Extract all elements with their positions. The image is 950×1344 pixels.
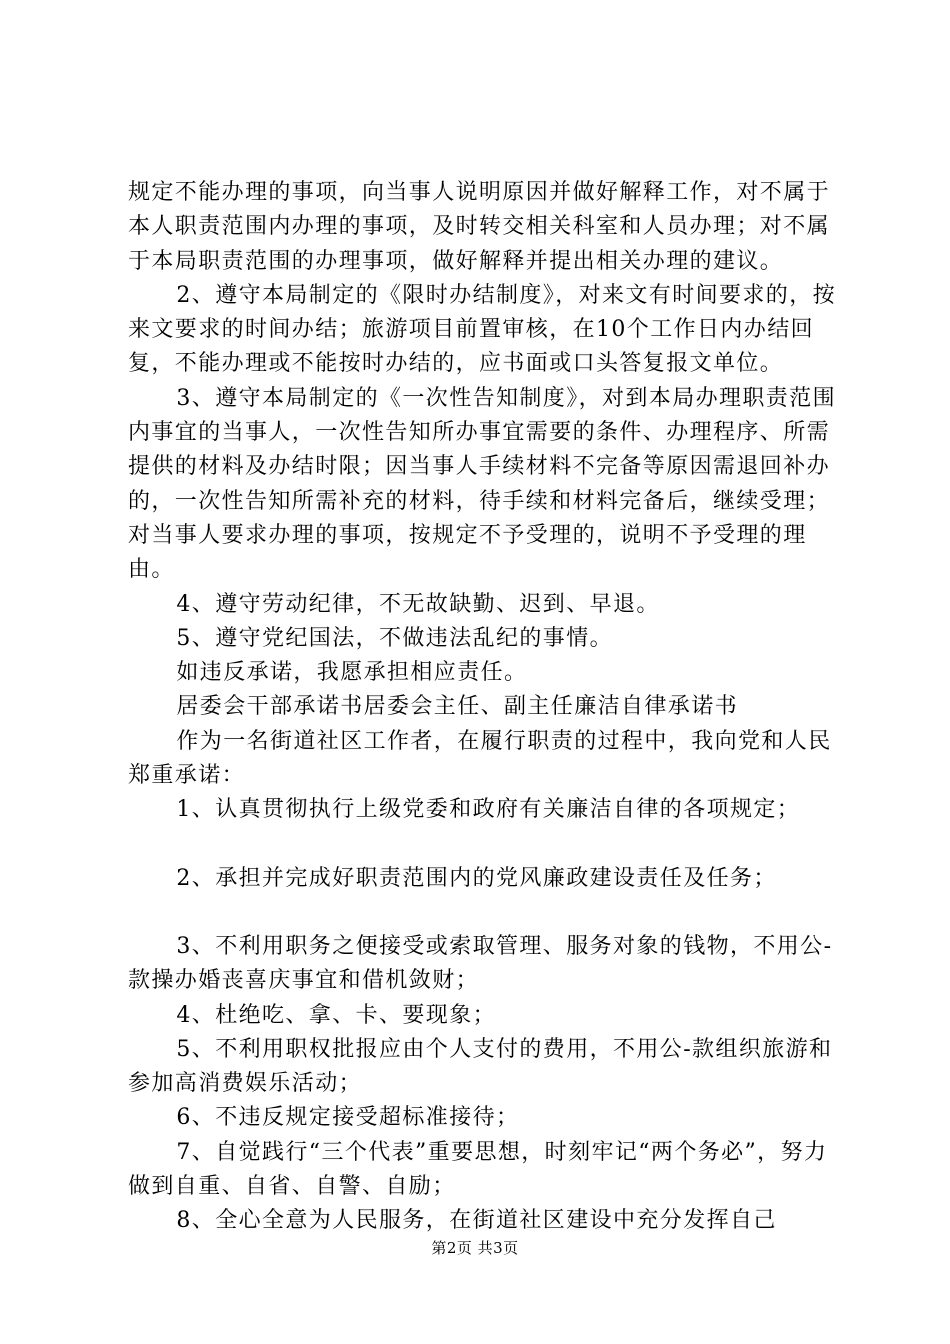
paragraph-responsibility: 如违反承诺，我愿承担相应责任。 — [176, 660, 528, 686]
pledge-item-5: 5、不利用职权批报应由个人支付的费用，不用公-款组织旅游和参加高消费娱乐活动； — [128, 1036, 833, 1097]
pledge-item-4: 4、杜绝吃、拿、卡、要现象； — [176, 1002, 496, 1028]
paragraph-item-4: 4、遵守劳动纪律，不无故缺勤、迟到、早退。 — [176, 591, 660, 617]
pledge-item-1: 1、认真贯彻执行上级党委和政府有关廉洁自律的各项规定； — [176, 797, 801, 823]
paragraph-item-3: 3、遵守本局制定的《一次性告知制度》，对到本局办理职责范围内事宜的当事人，一次性告知所办事宜需要的条件、办理程序、所需提供的材料及办结时限；因当事人手续材料不完备等原因需退回补办的，一次性告知所需补充的材料，待手续和材料完备后，继续受理；对当事人要求办理的事项，按规定不予受理的，说明不予受理的理由。 — [128, 385, 836, 583]
paragraph-item-5: 5、遵守党纪国法，不做违法乱纪的事情。 — [176, 625, 613, 651]
paragraph-item-2: 2、遵守本局制定的《限时办结制度》，对来文有时间要求的，按来文要求的时间办结；旅游项目前置审核，在10个工作日内办结回复，不能办理或不能按时办结的，应书面或口头答复报文单位。 — [128, 282, 836, 377]
pledge-item-2: 2、承担并完成好职责范围内的党风廉政建设责任及任务； — [176, 865, 777, 891]
pledge-item-6: 6、不违反规定接受超标准接待； — [176, 1105, 520, 1131]
section-heading: 居委会干部承诺书居委会主任、副主任廉洁自律承诺书 — [176, 694, 738, 720]
pledge-item-3: 3、不利用职务之便接受或索取管理、服务对象的钱物，不用公-款操办婚丧喜庆事宜和借机敛财； — [128, 933, 833, 994]
page-indicator: 第2页 共3页 — [431, 1239, 519, 1257]
paragraph-continuation: 规定不能办理的事项，向当事人说明原因并做好解释工作，对不属于本人职责范围内办理的事项，及时转交相关科室和人员办理；对不属于本局职责范围的办理事项，做好解释并提出相关办理的建议。 — [128, 180, 831, 274]
document-body — [128, 176, 840, 1239]
page-footer — [0, 1237, 950, 1258]
pledge-item-8: 8、全心全意为人民服务，在街道社区建设中充分发挥自己 — [176, 1208, 777, 1234]
pledge-item-7: 7、自觉践行“三个代表”重要思想，时刻牢记“两个务必”，努力做到自重、自省、自警、自励； — [128, 1139, 828, 1200]
paragraph-intro: 作为一名街道社区工作者，在履行职责的过程中，我向党和人民郑重承诺： — [128, 728, 832, 789]
